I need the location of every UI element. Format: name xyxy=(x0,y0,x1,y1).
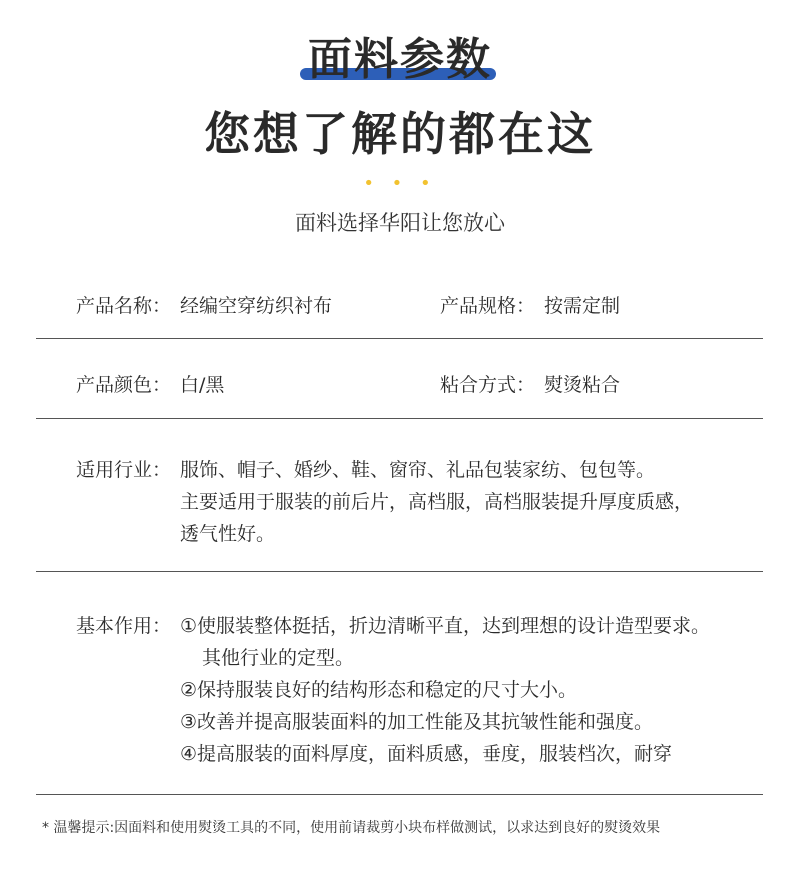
page-subtitle: 您想了解的都在这 xyxy=(204,107,596,161)
page-title xyxy=(0,30,800,90)
divider xyxy=(36,338,763,339)
industry-line: 透气性好。 xyxy=(180,523,276,545)
divider xyxy=(36,418,763,419)
product-spec-value: 按需定制 xyxy=(544,295,621,317)
bonding-method-label: 粘合方式： xyxy=(440,374,536,396)
industry-label: 适用行业： xyxy=(76,459,172,481)
page-title-text: 面料参数 xyxy=(308,34,492,85)
function-line: 其他行业的定型。 xyxy=(202,647,355,669)
divider xyxy=(36,571,763,572)
product-name-value: 经编空穿纺织衬布 xyxy=(180,295,333,317)
function-line: ②保持服装良好的结构形态和稳定的尺寸大小。 xyxy=(180,679,578,701)
product-color-label: 产品颜色： xyxy=(76,374,172,396)
product-spec-label: 产品规格： xyxy=(440,295,536,317)
tagline: 面料选择华阳让您放心 xyxy=(295,211,505,235)
industry-line: 主要适用于服装的前后片，高档服，高档服装提升厚度质感， xyxy=(180,491,694,513)
footnote-warning: * 温馨提示:因面料和使用熨烫工具的不同，使用前请裁剪小块布样做测试，以求达到良好的熨烫效果 xyxy=(42,820,661,836)
function-line: ①使服装整体挺括，折边清晰平直，达到理想的设计造型要求。 xyxy=(180,615,711,637)
function-line: ③改善并提高服装面料的加工性能及其抗皱性能和强度。 xyxy=(180,711,654,733)
decorative-dots: • • • xyxy=(363,173,437,194)
function-line: ④提高服装的面料厚度，面料质感，垂度，服装档次，耐穿 xyxy=(180,743,673,765)
bonding-method-value: 熨烫粘合 xyxy=(544,374,621,396)
product-color-value: 白/黑 xyxy=(180,374,225,396)
industry-line: 服饰、帽子、婚纱、鞋、窗帘、礼品包装家纺、包包等。 xyxy=(180,459,656,481)
industry-text xyxy=(180,454,693,550)
function-text xyxy=(180,610,710,770)
divider xyxy=(36,794,763,795)
function-label: 基本作用： xyxy=(76,615,172,637)
product-name-label: 产品名称： xyxy=(76,295,172,317)
